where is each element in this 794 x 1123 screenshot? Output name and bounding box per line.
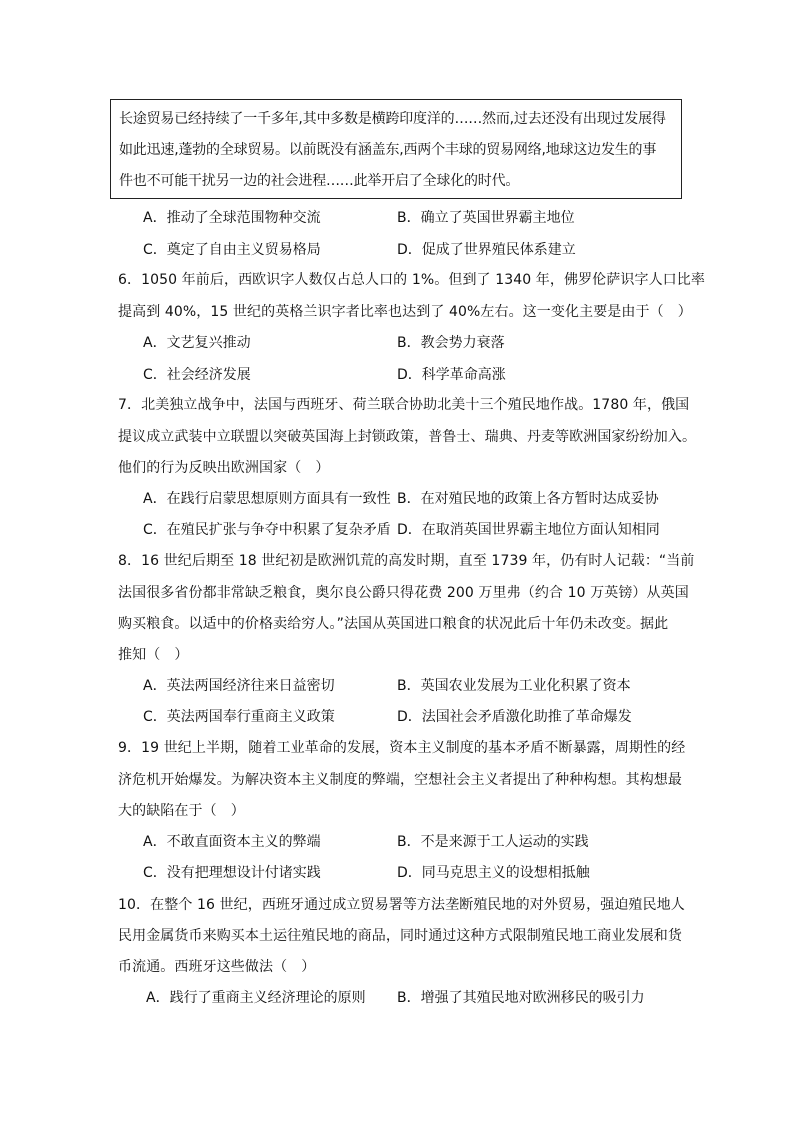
q8-stem-line: 8．16 世纪后期至 18 世纪初是欧洲饥荒的高发时期，直至 1739 年，仍有时人记载：“当前 bbox=[118, 553, 695, 569]
q9-stem-line: 济危机开始爆发。为解决资本主义制度的弊端，空想社会主义者提出了种种构想。其构想最 bbox=[118, 772, 682, 788]
q10-option-a: A．践行了重商主义经济理论的原则 bbox=[146, 990, 366, 1006]
q7-option-b: B．在对殖民地的政策上各方暂时达成妥协 bbox=[397, 491, 659, 507]
q8-option-a: A．英法两国经济往来日益密切 bbox=[143, 678, 335, 694]
q6-option-c: C．社会经济发展 bbox=[143, 367, 251, 383]
q8-stem-line: 推知（ ） bbox=[118, 647, 189, 663]
q9-option-c: C．没有把理想设计付诸实践 bbox=[143, 865, 321, 881]
q9-option-d: D．同马克思主义的设想相抵触 bbox=[397, 865, 590, 881]
quote-line: 长途贸易已经持续了一千多年,其中多数是横跨印度洋的……然而,过去还没有出现过发展得 bbox=[119, 111, 666, 127]
q5-option-c: C．奠定了自由主义贸易格局 bbox=[143, 242, 321, 258]
q8-option-c: C．英法两国奉行重商主义政策 bbox=[143, 709, 335, 725]
q5-option-a: A．推动了全球范围物种交流 bbox=[143, 210, 321, 226]
q8-stem-line: 购买粮食。以适中的价格卖给穷人。”法国从英国进口粮食的状况此后十年仍未改变。据此 bbox=[118, 616, 669, 632]
q6-stem-line: 提高到 40%，15 世纪的英格兰识字者比率也达到了 40%左右。这一变化主要是由于（ ） bbox=[118, 304, 692, 320]
q9-option-a: A．不敢直面资本主义的弊端 bbox=[143, 834, 321, 850]
quote-line: 如此迅速,蓬勃的全球贸易。以前既没有涵盖东,西两个丰球的贸易网络,地球这边发生的事 bbox=[119, 142, 657, 158]
q9-stem-line: 大的缺陷在于（ ） bbox=[118, 803, 245, 819]
q9-stem-line: 9．19 世纪上半期，随着工业革命的发展，资本主义制度的基本矛盾不断暴露，周期性的经 bbox=[118, 740, 686, 756]
q10-stem-line: 10．在整个 16 世纪，西班牙通过成立贸易署等方法垄断殖民地的对外贸易，强迫殖民地人 bbox=[118, 897, 685, 913]
q7-option-a: A．在践行启蒙思想原则方面具有一致性 bbox=[143, 491, 391, 507]
q6-option-d: D．科学革命高涨 bbox=[397, 367, 506, 383]
q8-stem-line: 法国很多省份都非常缺乏粮食，奥尔良公爵只得花费 200 万里弗（约合 10 万英镑）从英国 bbox=[118, 585, 689, 601]
q9-option-b: B．不是来源于工人运动的实践 bbox=[397, 834, 589, 850]
q5-option-b: B．确立了英国世界霸主地位 bbox=[397, 210, 575, 226]
q7-option-d: D．在取消英国世界霸主地位方面认知相同 bbox=[397, 522, 660, 538]
q7-stem-line: 他们的行为反映出欧洲国家（ ） bbox=[118, 460, 330, 476]
q10-option-b: B．增强了其殖民地对欧洲移民的吸引力 bbox=[397, 990, 645, 1006]
quote-box bbox=[110, 99, 682, 199]
quote-line: 件也不可能干扰另一边的社会进程……此举开启了全球化的时代。 bbox=[119, 173, 520, 189]
q8-option-b: B．英国农业发展为工业化积累了资本 bbox=[397, 678, 631, 694]
q6-option-a: A．文艺复兴推动 bbox=[143, 335, 251, 351]
q7-option-c: C．在殖民扩张与争夺中积累了复杂矛盾 bbox=[143, 522, 391, 538]
q8-option-d: D．法国社会矛盾激化助推了革命爆发 bbox=[397, 709, 632, 725]
q10-stem-line: 民用金属货币来购买本土运往殖民地的商品，同时通过这种方式限制殖民地工商业发展和货 bbox=[118, 928, 682, 944]
q10-stem-line: 币流通。西班牙这些做法（ ） bbox=[118, 959, 316, 975]
q5-option-d: D．促成了世界殖民体系建立 bbox=[397, 242, 576, 258]
q7-stem-line: 7．北美独立战争中，法国与西班牙、荷兰联合协助北美十三个殖民地作战。1780 年，俄国 bbox=[118, 397, 690, 413]
q7-stem-line: 提议成立武装中立联盟以突破英国海上封锁政策，普鲁士、瑞典、丹麦等欧洲国家纷纷加入。 bbox=[118, 429, 697, 445]
q6-option-b: B．教会势力衰落 bbox=[397, 335, 505, 351]
q6-stem-line: 6．1050 年前后，西欧识字人数仅占总人口的 1%。但到了 1340 年，佛罗伦萨识字人口比率 bbox=[118, 272, 705, 288]
